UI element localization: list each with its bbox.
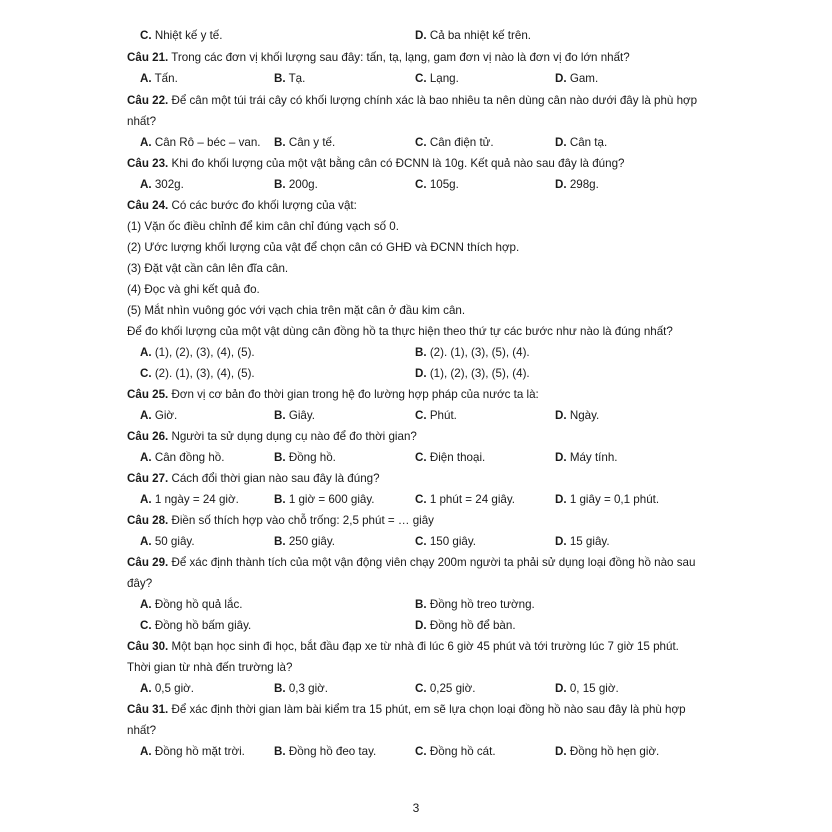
- question-number: Câu 21.: [127, 51, 169, 64]
- question-number: Câu 26.: [127, 430, 169, 443]
- text-span: nhất?: [127, 724, 157, 737]
- option-a: [140, 135, 261, 151]
- text-span: (2). (1), (3), (5), (4).: [426, 346, 530, 359]
- question-21: [127, 50, 717, 66]
- option-label: C.: [415, 493, 427, 506]
- question-number: Câu 23.: [127, 157, 169, 170]
- text-span: Để xác định thành tích của một vận động viên chạy 200m người ta phải sử dụng loại đồng hồ nào sau: [168, 556, 696, 569]
- option-label: D.: [555, 409, 567, 422]
- text-span: 0,3 giờ.: [285, 682, 329, 695]
- option-b: [274, 135, 335, 151]
- option-label: D.: [555, 178, 567, 191]
- option-label: B.: [415, 598, 427, 611]
- step-2: [127, 240, 717, 256]
- option-a: [140, 597, 242, 613]
- option-label: C.: [415, 178, 427, 191]
- text-span: đây?: [127, 577, 153, 590]
- option-label: A.: [140, 72, 152, 85]
- text-span: 1 giây = 0,1 phút.: [566, 493, 660, 506]
- option-label: C.: [415, 535, 427, 548]
- option-d: [415, 618, 516, 634]
- option-c: [415, 408, 457, 424]
- option-label: D.: [555, 493, 567, 506]
- text-span: (2) Ước lượng khối lượng của vật để chọn cân có GHĐ và ĐCNN thích hợp.: [127, 241, 520, 254]
- option-d: [555, 681, 619, 697]
- option-b: [415, 597, 535, 613]
- option-label: D.: [415, 29, 427, 42]
- text-span: Tấn.: [151, 72, 178, 85]
- text-span: nhất?: [127, 115, 157, 128]
- option-d: [555, 492, 659, 508]
- option-d: [555, 135, 607, 151]
- option-label: A.: [140, 178, 152, 191]
- option-label: C.: [415, 745, 427, 758]
- text-span: (2). (1), (3), (4), (5).: [151, 367, 255, 380]
- option-d: [555, 177, 599, 193]
- text-span: 0, 15 giờ.: [566, 682, 619, 695]
- text-span: 0,25 giờ.: [426, 682, 476, 695]
- step-5: [127, 303, 717, 319]
- option-label: B.: [415, 346, 427, 359]
- option-a: [140, 534, 195, 550]
- text-span: 15 giây.: [566, 535, 610, 548]
- option-label: D.: [555, 745, 567, 758]
- text-span: (4) Đọc và ghi kết quả đo.: [127, 283, 260, 296]
- option-a: [140, 492, 239, 508]
- text-span: 250 giây.: [285, 535, 336, 548]
- text-span: Cân tạ.: [566, 136, 608, 149]
- option-c: [415, 681, 475, 697]
- option-label: A.: [140, 409, 152, 422]
- text-span: Cách đổi thời gian nào sau đây là đúng?: [168, 472, 380, 485]
- option-d: [555, 450, 618, 466]
- text-span: Có các bước đo khối lượng của vật:: [168, 199, 357, 212]
- text-span: Để đo khối lượng của một vật dùng cân đồng hồ ta thực hiện theo thứ tự các bước như nào là đúng nhất?: [127, 325, 673, 338]
- text-span: Đồng hồ quả lắc.: [151, 598, 243, 611]
- question-24-prompt: [127, 324, 717, 340]
- text-span: Điện thoại.: [426, 451, 486, 464]
- option-d: [555, 71, 598, 87]
- option-c: [415, 135, 494, 151]
- option-b: [274, 534, 335, 550]
- text-span: Điền số thích hợp vào chỗ trống: 2,5 phút = … giây: [168, 514, 434, 527]
- question-30: [127, 639, 717, 655]
- option-label: B.: [274, 535, 286, 548]
- text-span: 0,5 giờ.: [151, 682, 195, 695]
- option-a: [140, 744, 245, 760]
- step-1: [127, 219, 717, 235]
- option-d: [415, 366, 530, 382]
- question-22: [127, 93, 717, 109]
- option-label: B.: [274, 178, 286, 191]
- option-c: [415, 492, 515, 508]
- option-label: A.: [140, 346, 152, 359]
- text-span: 200g.: [285, 178, 318, 191]
- text-span: Đơn vị cơ bản đo thời gian trong hệ đo lường hợp pháp của nước ta là:: [168, 388, 539, 401]
- option-label: D.: [555, 535, 567, 548]
- option-label: B.: [274, 451, 286, 464]
- option-label: A.: [140, 451, 152, 464]
- option-b: [274, 492, 375, 508]
- option-label: C.: [140, 367, 152, 380]
- option-b: [274, 681, 328, 697]
- option-label: D.: [555, 136, 567, 149]
- option-label: A.: [140, 745, 152, 758]
- option-d: [415, 28, 531, 44]
- option-b: [274, 177, 318, 193]
- question-25: [127, 387, 717, 403]
- question-number: Câu 27.: [127, 472, 169, 485]
- question-26: [127, 429, 717, 445]
- text-span: 105g.: [426, 178, 459, 191]
- option-label: A.: [140, 598, 152, 611]
- step-4: [127, 282, 717, 298]
- option-b: [415, 345, 530, 361]
- option-label: C.: [140, 29, 152, 42]
- text-span: Giây.: [285, 409, 316, 422]
- option-c: [415, 534, 476, 550]
- text-span: (1) Vặn ốc điều chỉnh để kim cân chỉ đúng vạch số 0.: [127, 220, 399, 233]
- text-span: Đồng hồ đeo tay.: [285, 745, 377, 758]
- page-number: 3: [412, 801, 420, 815]
- text-span: 1 giờ = 600 giây.: [285, 493, 375, 506]
- text-span: Máy tính.: [566, 451, 618, 464]
- text-span: 1 ngày = 24 giờ.: [151, 493, 239, 506]
- text-span: Đồng hồ bấm giây.: [151, 619, 252, 632]
- text-span: Tạ.: [285, 72, 306, 85]
- option-a: [140, 450, 224, 466]
- text-span: (5) Mắt nhìn vuông góc với vạch chia trên mặt cân ở đầu kim cân.: [127, 304, 466, 317]
- text-span: Gam.: [566, 72, 599, 85]
- option-label: D.: [555, 451, 567, 464]
- text-span: 1 phút = 24 giây.: [426, 493, 516, 506]
- text-span: Để cân một túi trái cây có khối lượng chính xác là bao nhiêu ta nên dùng cân nào dưới đây là phù hợp: [168, 94, 698, 107]
- option-c: [415, 744, 496, 760]
- question-number: Câu 22.: [127, 94, 169, 107]
- text-span: Đồng hồ hẹn giờ.: [566, 745, 660, 758]
- question-number: Câu 28.: [127, 514, 169, 527]
- question-29: [127, 555, 717, 571]
- question-number: Câu 25.: [127, 388, 169, 401]
- text-span: Giờ.: [151, 409, 178, 422]
- option-c: [415, 177, 459, 193]
- question-23: [127, 156, 717, 172]
- question-number: Câu 29.: [127, 556, 169, 569]
- text-span: Nhiệt kế y tế.: [151, 29, 223, 42]
- question-28: [127, 513, 717, 529]
- question-31: [127, 702, 717, 718]
- option-c: [140, 366, 255, 382]
- option-label: D.: [415, 367, 427, 380]
- option-label: A.: [140, 493, 152, 506]
- text-span: 298g.: [566, 178, 599, 191]
- text-span: Đồng hồ cát.: [426, 745, 496, 758]
- option-label: D.: [555, 682, 567, 695]
- question-number: Câu 30.: [127, 640, 169, 653]
- text-span: Cân đồng hồ.: [151, 451, 225, 464]
- text-span: 150 giây.: [426, 535, 477, 548]
- option-label: B.: [274, 745, 286, 758]
- text-span: 50 giây.: [151, 535, 195, 548]
- question-31-cont: [127, 723, 717, 739]
- text-span: Đồng hồ.: [285, 451, 336, 464]
- option-label: B.: [274, 682, 286, 695]
- option-label: A.: [140, 136, 152, 149]
- option-a: [140, 345, 255, 361]
- option-label: C.: [415, 451, 427, 464]
- question-22-cont: [127, 114, 717, 130]
- text-span: Đồng hồ để bàn.: [426, 619, 516, 632]
- option-label: C.: [415, 409, 427, 422]
- text-span: Thời gian từ nhà đến trường là?: [127, 661, 293, 674]
- question-30-cont: [127, 660, 717, 676]
- text-span: Trong các đơn vị khối lượng sau đây: tấn, tạ, lạng, gam đơn vị nào là đơn vị đo lớn nhất?: [168, 51, 630, 64]
- option-label: B.: [274, 72, 286, 85]
- text-span: Phút.: [426, 409, 457, 422]
- text-span: Cân điện tử.: [426, 136, 494, 149]
- option-b: [274, 450, 336, 466]
- question-29-cont: [127, 576, 717, 592]
- text-span: (3) Đặt vật cần cân lên đĩa cân.: [127, 262, 289, 275]
- option-c: [415, 450, 485, 466]
- option-label: C.: [140, 619, 152, 632]
- question-27: [127, 471, 717, 487]
- option-c: [415, 71, 459, 87]
- option-label: B.: [274, 493, 286, 506]
- text-span: Lạng.: [426, 72, 459, 85]
- text-span: Cân y tế.: [285, 136, 336, 149]
- option-label: D.: [415, 619, 427, 632]
- option-label: C.: [415, 682, 427, 695]
- text-span: Cân Rô – béc – van.: [151, 136, 261, 149]
- text-span: Để xác định thời gian làm bài kiểm tra 15 phút, em sẽ lựa chọn loại đồng hồ nào sau đây là phù hợp: [168, 703, 686, 716]
- text-span: Đồng hồ mặt trời.: [151, 745, 245, 758]
- text-span: Một bạn học sinh đi học, bắt đầu đạp xe từ nhà đi lúc 6 giờ 45 phút và tới trường lúc 7 giờ 15 phút.: [168, 640, 679, 653]
- option-label: A.: [140, 682, 152, 695]
- option-a: [140, 681, 194, 697]
- text-span: (1), (2), (3), (4), (5).: [151, 346, 255, 359]
- option-d: [555, 744, 659, 760]
- option-a: [140, 71, 178, 87]
- option-label: B.: [274, 136, 286, 149]
- text-span: Khi đo khối lượng của một vật bằng cân có ĐCNN là 10g. Kết quả nào sau đây là đúng?: [168, 157, 625, 170]
- option-c: [140, 618, 251, 634]
- text-span: 302g.: [151, 178, 184, 191]
- option-label: C.: [415, 72, 427, 85]
- option-d: [555, 408, 599, 424]
- text-span: Đồng hồ treo tường.: [426, 598, 535, 611]
- text-span: Người ta sử dụng dụng cụ nào để đo thời gian?: [168, 430, 417, 443]
- option-b: [274, 71, 305, 87]
- question-number: Câu 31.: [127, 703, 169, 716]
- question-number: Câu 24.: [127, 199, 169, 212]
- option-c: [140, 28, 222, 44]
- text-span: Cả ba nhiệt kế trên.: [426, 29, 531, 42]
- option-b: [274, 744, 376, 760]
- option-label: D.: [555, 72, 567, 85]
- option-a: [140, 408, 177, 424]
- text-span: (1), (2), (3), (5), (4).: [426, 367, 530, 380]
- option-label: C.: [415, 136, 427, 149]
- text-span: Ngày.: [566, 409, 600, 422]
- option-a: [140, 177, 184, 193]
- question-24: [127, 198, 717, 214]
- option-b: [274, 408, 315, 424]
- step-3: [127, 261, 717, 277]
- option-label: B.: [274, 409, 286, 422]
- option-label: A.: [140, 535, 152, 548]
- option-d: [555, 534, 610, 550]
